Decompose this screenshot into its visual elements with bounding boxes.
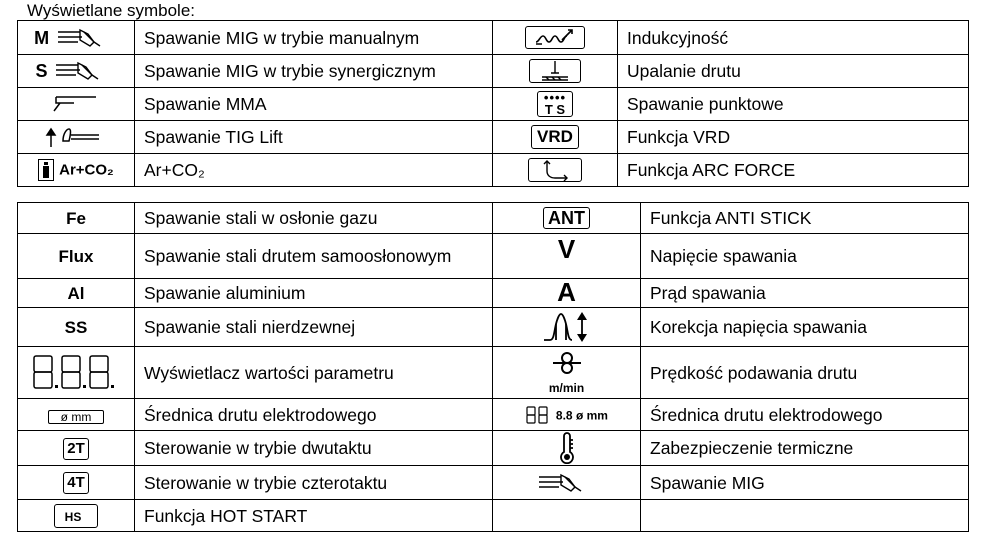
row-label: Indukcyjność xyxy=(618,21,969,55)
row-label: Wyświetlacz wartości parametru xyxy=(135,347,493,399)
row-label: Zabezpieczenie termiczne xyxy=(641,431,969,466)
voltage-correction-icon xyxy=(493,308,641,347)
row-label: Spawanie stali drutem samoosłonowym xyxy=(135,234,493,279)
row-label: Spawanie MIG w trybie manualnym xyxy=(135,21,493,55)
table-row xyxy=(18,55,969,88)
4t-icon: 4T xyxy=(18,466,135,500)
arc-force-icon xyxy=(493,154,618,187)
wire-diameter-icon: ø mm xyxy=(18,399,135,431)
table-row xyxy=(18,21,969,55)
table-row xyxy=(18,431,969,466)
symbols-table-2 xyxy=(17,202,969,532)
row-label: Średnica drutu elektrodowego xyxy=(135,399,493,431)
mig-synergic-icon: S xyxy=(18,55,135,88)
gas-cylinder-icon: Ar+CO₂ xyxy=(18,154,135,187)
table-row xyxy=(18,154,969,187)
row-label xyxy=(641,500,969,532)
table-row xyxy=(18,347,969,399)
row-label: Sterowanie w trybie czterotaktu xyxy=(135,466,493,500)
page-heading: Wyświetlane symbole: xyxy=(27,1,196,20)
row-label: Średnica drutu elektrodowego xyxy=(641,399,969,431)
flux-symbol: Flux xyxy=(18,234,135,279)
tig-lift-icon xyxy=(18,121,135,154)
row-label: Spawanie MMA xyxy=(135,88,493,121)
mig-torch-icon xyxy=(493,466,641,500)
ss-symbol: SS xyxy=(18,308,135,347)
row-label: Ar+CO₂ xyxy=(135,154,493,187)
row-label: Funkcja ARC FORCE xyxy=(618,154,969,187)
row-label: Korekcja napięcia spawania xyxy=(641,308,969,347)
symbols-table-1 xyxy=(17,20,969,187)
row-label: Spawanie TIG Lift xyxy=(135,121,493,154)
empty-cell xyxy=(493,500,641,532)
voltage-symbol: V xyxy=(493,234,641,279)
row-label: Spawanie aluminium xyxy=(135,279,493,308)
table-row xyxy=(18,203,969,234)
row-label: Funkcja VRD xyxy=(618,121,969,154)
table-row xyxy=(18,399,969,431)
row-label: Spawanie MIG xyxy=(641,466,969,500)
table-row xyxy=(18,466,969,500)
current-symbol: A xyxy=(493,279,641,308)
row-label: Prędkość podawania drutu xyxy=(641,347,969,399)
table-row xyxy=(18,279,969,308)
row-label: Sterowanie w trybie dwutaktu xyxy=(135,431,493,466)
row-label: Spawanie MIG w trybie synergicznym xyxy=(135,55,493,88)
hot-start-icon: HS xyxy=(18,500,135,532)
mma-icon xyxy=(18,88,135,121)
thermometer-icon xyxy=(493,431,641,466)
row-label: Funkcja ANTI STICK xyxy=(641,203,969,234)
table-row xyxy=(18,88,969,121)
row-label: Prąd spawania xyxy=(641,279,969,308)
row-label: Upalanie drutu xyxy=(618,55,969,88)
wire-feed-speed-icon: m/min xyxy=(493,347,641,399)
al-symbol: Al xyxy=(18,279,135,308)
row-label: Spawanie stali w osłonie gazu xyxy=(135,203,493,234)
table-row xyxy=(18,234,969,279)
table-row xyxy=(18,308,969,347)
burnback-icon xyxy=(493,55,618,88)
spot-welding-icon: •••• T S xyxy=(493,88,618,121)
row-label: Spawanie stali nierdzewnej xyxy=(135,308,493,347)
row-label: Spawanie punktowe xyxy=(618,88,969,121)
fe-symbol: Fe xyxy=(18,203,135,234)
table-row xyxy=(18,121,969,154)
anti-stick-icon: ANT xyxy=(493,203,641,234)
row-label: Funkcja HOT START xyxy=(135,500,493,532)
vrd-icon: VRD xyxy=(493,121,618,154)
seven-segment-display-icon xyxy=(18,347,135,399)
wire-diameter-display-icon: 8.8 ø mm xyxy=(493,399,641,431)
table-row xyxy=(18,500,969,532)
row-label: Napięcie spawania xyxy=(641,234,969,279)
2t-icon: 2T xyxy=(18,431,135,466)
inductance-icon xyxy=(493,21,618,55)
mig-manual-icon: M xyxy=(18,21,135,55)
